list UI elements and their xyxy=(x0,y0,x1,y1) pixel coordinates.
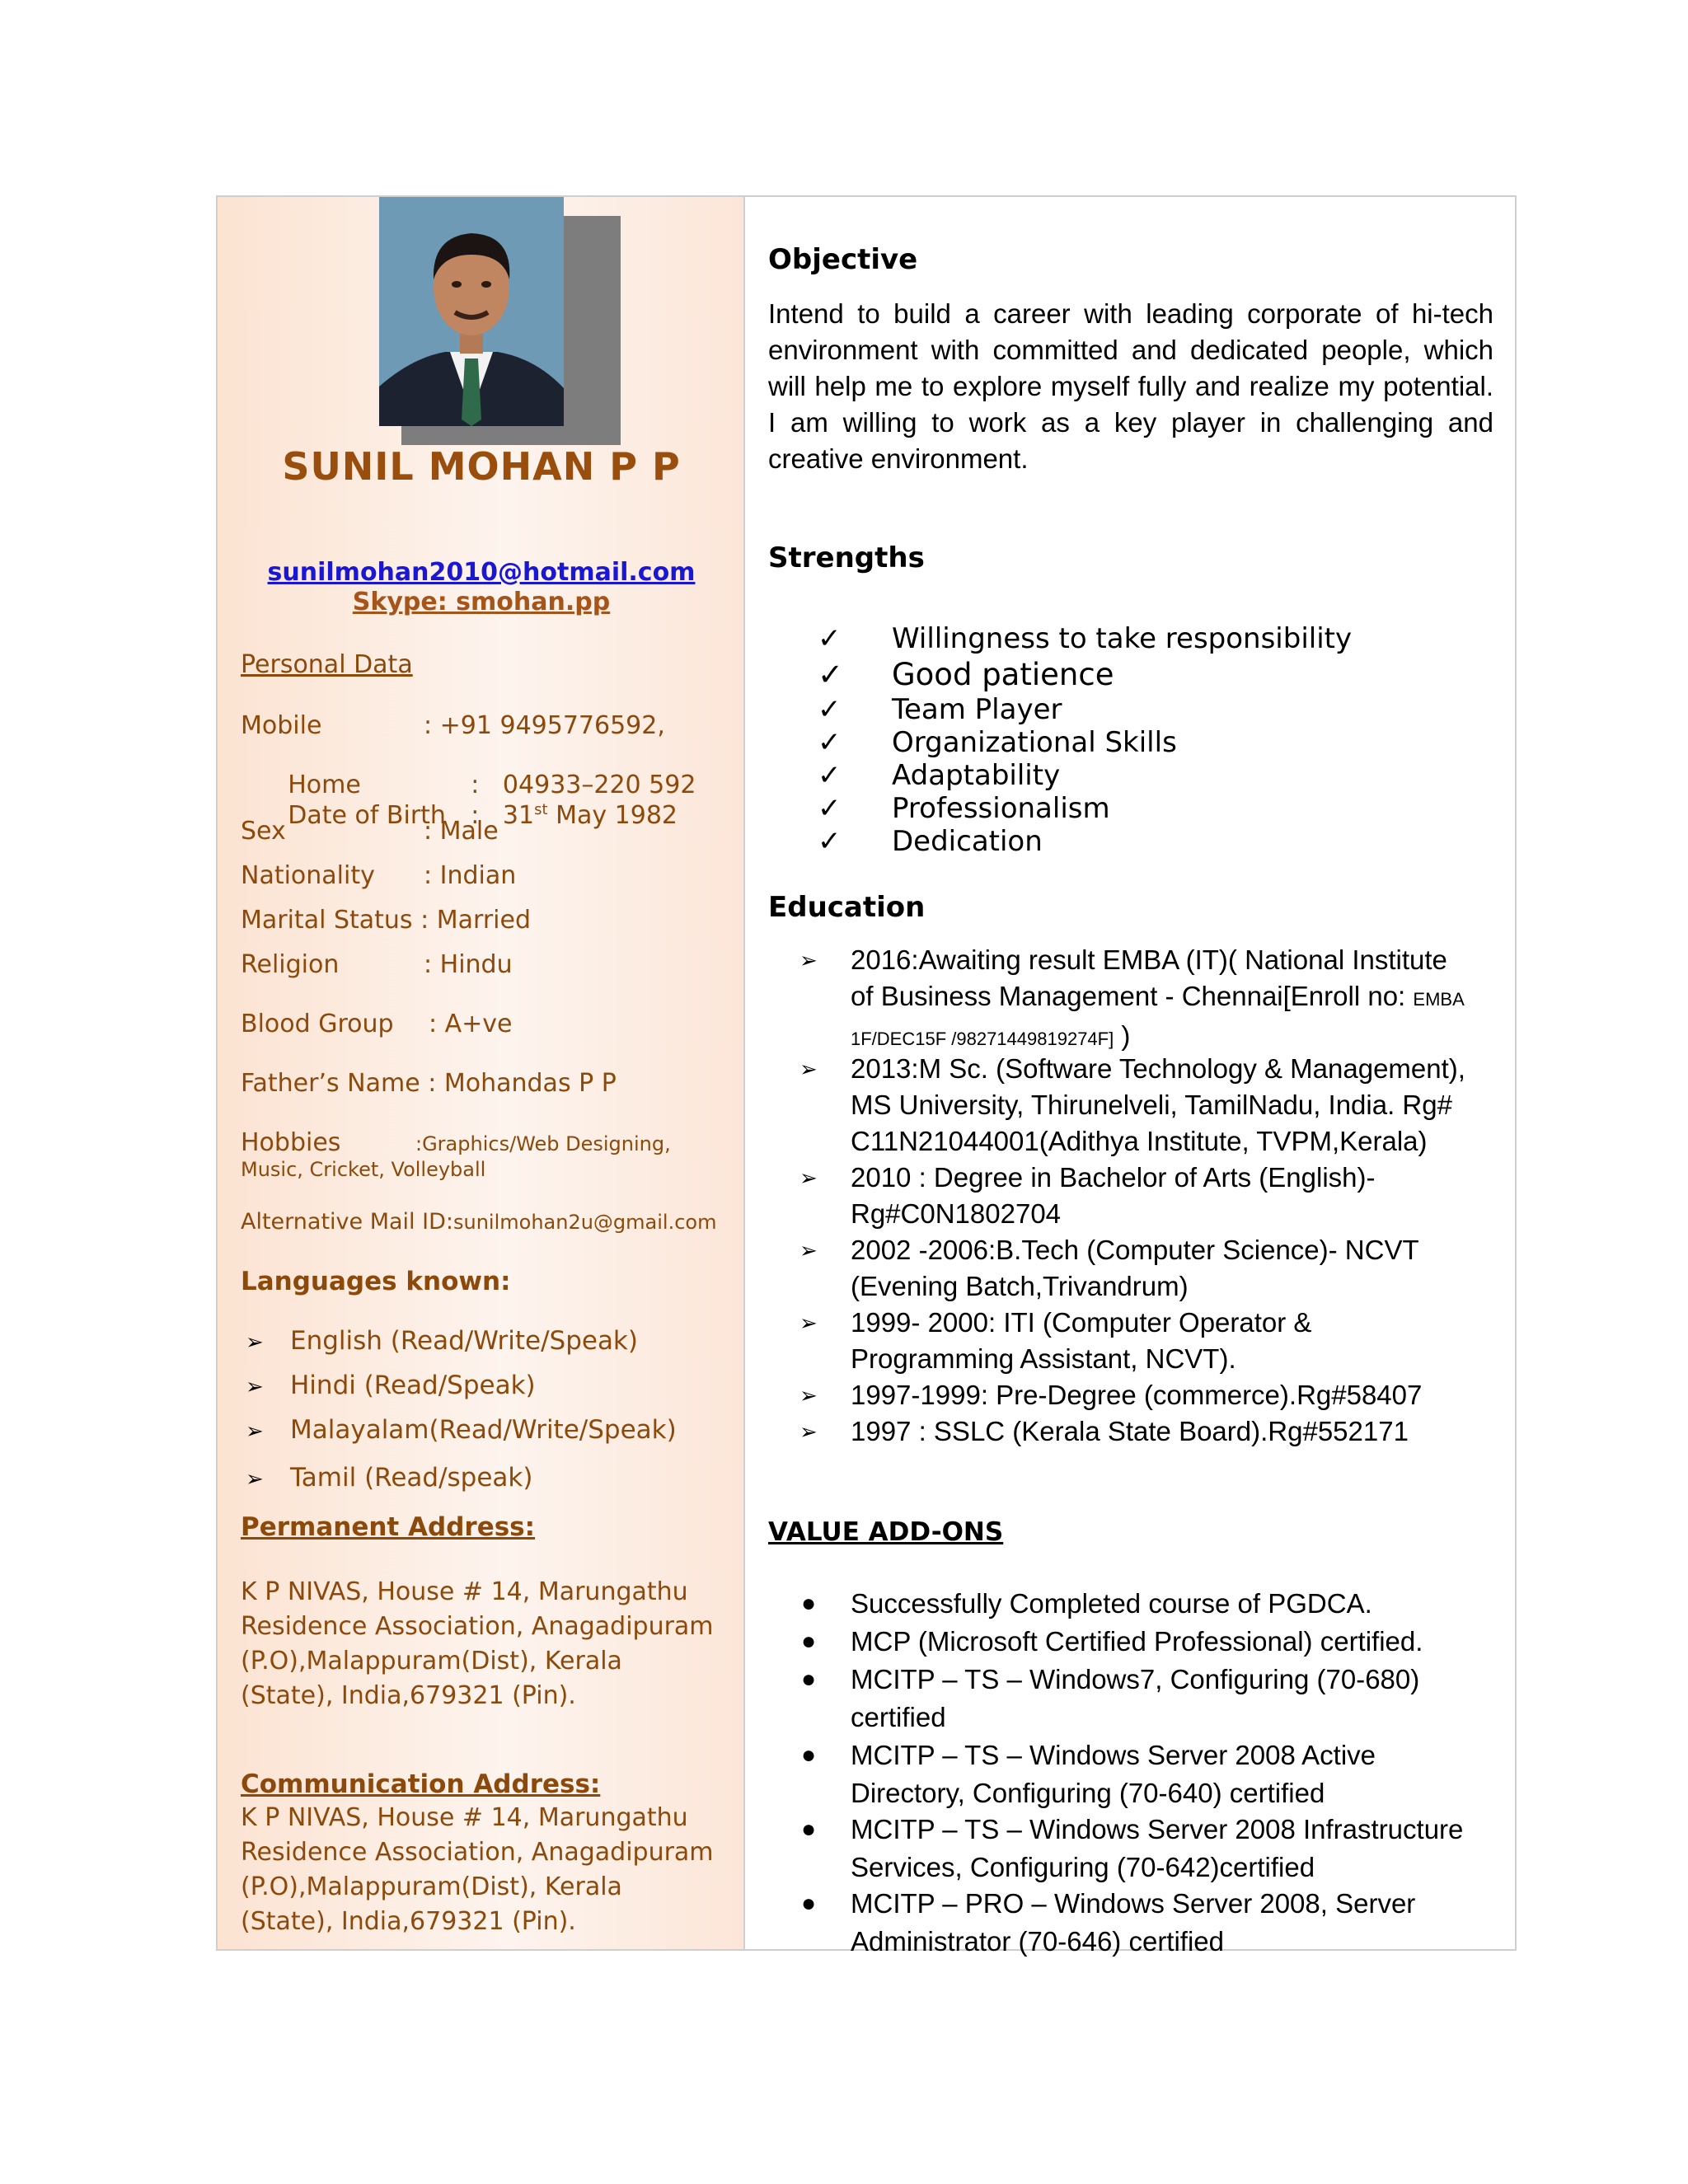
addon-item xyxy=(801,1623,1510,1661)
addon-item xyxy=(801,1661,1510,1736)
person-portrait-image xyxy=(379,197,564,426)
bullet-icon: ● xyxy=(801,1628,817,1655)
education-item xyxy=(799,1232,1510,1305)
check-icon: ✓ xyxy=(818,726,842,759)
dob-suffix-sup: st xyxy=(534,801,548,818)
arrow-icon: ➢ xyxy=(799,1419,818,1444)
hobbies-row xyxy=(241,1128,671,1157)
addon-item xyxy=(801,1736,1510,1812)
dob-label: Date of Birth xyxy=(288,801,446,830)
language-label: Malayalam(Read/Write/Speak) xyxy=(290,1415,677,1445)
hobbies-label: Hobbies xyxy=(241,1128,341,1157)
addon-text: MCITP – TS – Windows7, Configuring (70-680) certified xyxy=(851,1664,1420,1732)
strength-item xyxy=(818,657,1114,692)
education-text: 1997 : SSLC (Kerala State Board).Rg#552171 xyxy=(851,1416,1409,1446)
strength-item xyxy=(818,759,1060,792)
arrow-icon: ➢ xyxy=(799,1238,818,1263)
education-text: 2013:M Sc. (Software Technology & Management), MS University, Thirunelveli, TamilNadu, India. Rg# C11N21044001(Adithya Institute, TVPM,Kerala) xyxy=(851,1053,1465,1156)
strength-label: Willingness to take responsibility xyxy=(892,622,1353,655)
languages-heading: Languages known: xyxy=(241,1267,511,1296)
address-line: K P NIVAS, House # 14, Marungathu xyxy=(241,1577,688,1606)
language-label: English (Read/Write/Speak) xyxy=(290,1326,638,1356)
nationality-value: : Indian xyxy=(424,861,517,890)
addon-text: Successfully Completed course of PGDCA. xyxy=(851,1588,1372,1619)
language-item xyxy=(218,1326,638,1356)
alt-mail-row xyxy=(241,1209,716,1235)
enroll-number-part: 1F/DEC15F /98271449819274F] xyxy=(851,1029,1114,1049)
father-row xyxy=(241,1069,617,1098)
education-item xyxy=(799,1051,1510,1160)
education-text: ) xyxy=(1114,1020,1131,1051)
education-text: of Business Management - Chennai[Enroll no: xyxy=(851,981,1414,1011)
bullet-icon: ● xyxy=(801,1590,817,1617)
education-text: 2002 -2006:B.Tech (Computer Science)- NCVT (Evening Batch,Trivandrum) xyxy=(851,1235,1419,1301)
strengths-heading: Strengths xyxy=(768,541,925,574)
home-value: : 04933–220 592 xyxy=(471,771,696,799)
arrow-icon: ➢ xyxy=(799,1310,818,1335)
arrow-icon: ➢ xyxy=(246,1419,264,1444)
mobile-row xyxy=(241,711,665,740)
mobile-value: : +91 9495776592, xyxy=(424,711,665,740)
address-line: Residence Association, Anagadipuram xyxy=(241,1838,714,1867)
arrow-icon: ➢ xyxy=(799,1383,818,1408)
marital-label: Marital Status xyxy=(241,906,413,935)
check-icon: ✓ xyxy=(818,825,842,858)
addon-text: MCP (Microsoft Certified Professional) certified. xyxy=(851,1626,1423,1657)
resume-sheet xyxy=(216,195,1517,1957)
sex-value: : Male xyxy=(424,817,499,846)
bullet-icon: ● xyxy=(801,1816,817,1843)
marital-row xyxy=(241,906,531,935)
check-icon: ✓ xyxy=(818,622,842,655)
education-item xyxy=(799,1413,1510,1450)
address-line: (State), India,679321 (Pin). xyxy=(241,1681,576,1710)
language-item xyxy=(218,1415,677,1445)
candidate-name: SUNIL MOHAN P P xyxy=(282,444,681,489)
blood-value: : A+ve xyxy=(429,1010,513,1038)
sex-label: Sex xyxy=(241,817,286,846)
enroll-number-part: EMBA xyxy=(1413,989,1465,1010)
strength-label: Good patience xyxy=(892,657,1114,692)
father-label: Father’s Name xyxy=(241,1069,420,1098)
mobile-label: Mobile xyxy=(241,711,322,740)
strength-label: Dedication xyxy=(892,825,1043,858)
address-line: Residence Association, Anagadipuram xyxy=(241,1612,714,1641)
check-icon: ✓ xyxy=(818,759,842,792)
strength-label: Organizational Skills xyxy=(892,726,1177,759)
hobbies-value-cont: Music, Cricket, Volleyball xyxy=(241,1158,486,1181)
addon-item xyxy=(801,1811,1510,1886)
father-value: : Mohandas P P xyxy=(428,1069,617,1098)
alt-mail-label: Alternative Mail ID: xyxy=(241,1209,453,1235)
objective-heading: Objective xyxy=(768,243,918,276)
religion-label: Religion xyxy=(241,950,340,979)
nationality-label: Nationality xyxy=(241,861,375,890)
religion-row xyxy=(241,950,513,979)
education-item xyxy=(799,1305,1510,1377)
education-text: 1997-1999: Pre-Degree (commerce).Rg#58407 xyxy=(851,1380,1423,1410)
email-link[interactable]: sunilmohan2010@hotmail.com xyxy=(267,558,696,587)
check-icon: ✓ xyxy=(818,792,842,825)
strength-label: Adaptability xyxy=(892,759,1061,792)
arrow-icon: ➢ xyxy=(799,1057,818,1081)
bullet-icon: ● xyxy=(801,1890,817,1917)
addon-text: MCITP – PRO – Windows Server 2008, Server Administrator (70-646) certified xyxy=(851,1888,1416,1957)
strength-item xyxy=(818,792,1110,825)
strength-label: Team Player xyxy=(892,693,1062,726)
strength-label: Professionalism xyxy=(892,792,1110,825)
addon-item xyxy=(801,1585,1510,1623)
address-line: (P.O),Malappuram(Dist), Kerala xyxy=(241,1872,622,1901)
education-text: 2010 : Degree in Bachelor of Arts (English)-Rg#C0N1802704 xyxy=(851,1162,1376,1229)
education-item xyxy=(799,1377,1510,1413)
communication-address xyxy=(241,1801,727,1939)
education-item xyxy=(799,1160,1510,1232)
strength-item xyxy=(818,825,1043,858)
skype-id: Skype: smohan.pp xyxy=(352,588,611,616)
strength-item xyxy=(818,622,1352,655)
religion-value: : Hindu xyxy=(424,950,513,979)
objective-text: Intend to build a career with leading corporate of hi-tech environment with committed and dedicated people, which will help me to explore myself fully and realize my potential. I am willing to work as a key player in challenging and creative environment. xyxy=(768,298,1493,474)
personal-data-heading: Personal Data xyxy=(241,650,413,679)
language-label: Tamil (Read/speak) xyxy=(290,1463,533,1493)
communication-address-heading: Communication Address: xyxy=(241,1769,601,1799)
dob-row xyxy=(241,772,678,859)
education-heading: Education xyxy=(768,891,926,924)
arrow-icon: ➢ xyxy=(246,1330,264,1355)
bullet-icon: ● xyxy=(801,1741,817,1769)
right-panel xyxy=(745,197,1515,1957)
strength-item xyxy=(818,693,1062,726)
home-label: Home xyxy=(288,771,361,799)
address-line: K P NIVAS, House # 14, Marungathu xyxy=(241,1803,688,1832)
arrow-icon: ➢ xyxy=(246,1375,264,1399)
permanent-address xyxy=(241,1575,727,1713)
marital-value: : Married xyxy=(420,906,531,935)
strength-item xyxy=(818,726,1177,759)
check-icon: ✓ xyxy=(818,693,842,726)
address-line: (State), India,679321 (Pin). xyxy=(241,1907,576,1936)
language-label: Hindi (Read/Speak) xyxy=(290,1371,536,1400)
sex-row xyxy=(241,817,499,846)
address-line: (P.O),Malappuram(Dist), Kerala xyxy=(241,1647,622,1675)
profile-photo xyxy=(379,197,564,426)
addon-item xyxy=(801,1885,1510,1961)
dob-value: : 31 xyxy=(471,801,535,830)
dob-month-year: May 1982 xyxy=(547,801,678,830)
addon-text: MCITP – TS – Windows Server 2008 Active Directory, Configuring (70-640) certified xyxy=(851,1740,1376,1808)
blood-label: Blood Group xyxy=(241,1010,394,1038)
arrow-icon: ➢ xyxy=(799,948,818,972)
nationality-row xyxy=(241,861,516,890)
arrow-icon: ➢ xyxy=(246,1467,264,1492)
addon-text: MCITP – TS – Windows Server 2008 Infrastructure Services, Configuring (70-642)certified xyxy=(851,1814,1464,1882)
hobbies-value: :Graphics/Web Designing, xyxy=(415,1132,671,1155)
education-text: 2016:Awaiting result EMBA (IT)( National Institute xyxy=(851,944,1447,975)
language-item xyxy=(218,1371,536,1400)
left-panel xyxy=(218,197,745,1949)
education-item xyxy=(799,942,1510,1057)
blood-row xyxy=(241,1010,513,1038)
education-text: 1999- 2000: ITI (Computer Operator & Programming Assistant, NCVT). xyxy=(851,1307,1312,1374)
check-icon: ✓ xyxy=(818,657,844,692)
bullet-icon: ● xyxy=(801,1666,817,1693)
arrow-icon: ➢ xyxy=(799,1165,818,1190)
language-item xyxy=(218,1463,532,1493)
alt-mail-value: sunilmohan2u@gmail.com xyxy=(453,1211,717,1234)
value-addons-heading: VALUE ADD-ONS xyxy=(768,1517,1004,1547)
permanent-address-heading: Permanent Address: xyxy=(241,1512,536,1542)
